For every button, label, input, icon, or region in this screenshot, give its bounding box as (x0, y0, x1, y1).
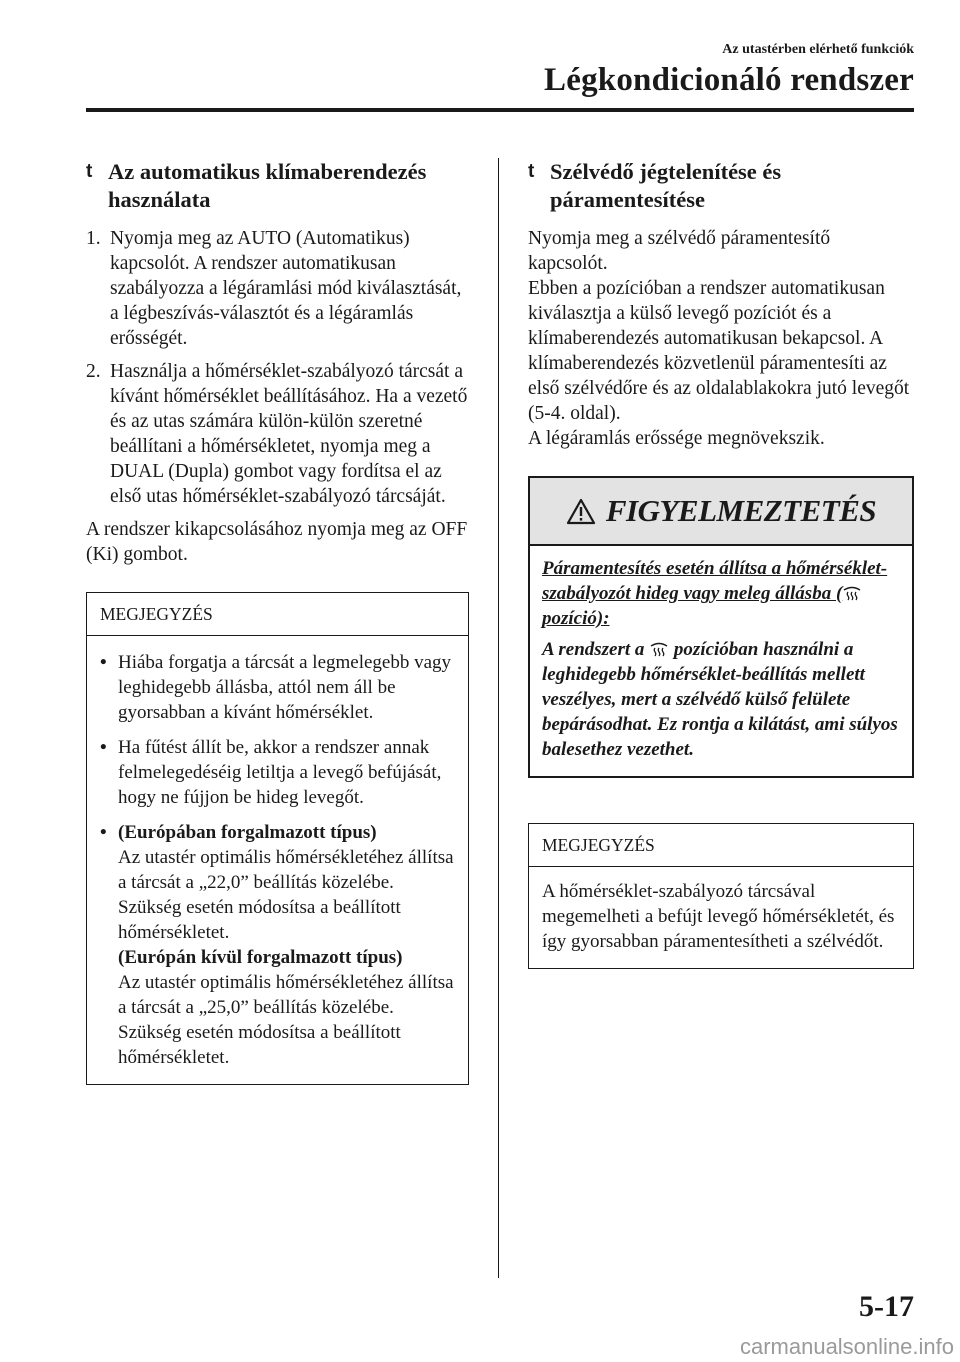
section-heading-text: Az automatikus klímaberendezés használata (108, 159, 427, 212)
bullet-dot: • (100, 652, 107, 673)
step-2 (86, 359, 469, 509)
warning-text (542, 637, 900, 762)
warning-body (530, 546, 912, 776)
section-heading-defrost (528, 158, 914, 214)
defrost-paragraph-1: Nyomja meg a szélvédő páramentesítő kapcsolót. (528, 228, 831, 274)
bullet-market-variants (118, 820, 455, 1070)
section-marker: t (528, 161, 535, 182)
column-divider (498, 158, 499, 1278)
header-rule (86, 108, 914, 112)
off-paragraph: A rendszer kikapcsolásához nyomja meg az OFF (Ki) gombot. (86, 519, 468, 565)
note-box-left (86, 592, 469, 1085)
step-text: Használja a hőmérséklet-szabályozó tárcsát a kívánt hőmérséklet beállításához. Ha a vezető és az utas számára külön-külön szeretné beállítani a hőmérsékletet, nyomja meg a DUAL (Dupla) gombot vagy fordítsa el az első utas hőmérséklet-szabályozó tárcsáját. (110, 361, 468, 507)
bullet-dot: • (100, 737, 107, 758)
warning-header (530, 478, 912, 546)
page-number: 5-17 (859, 1290, 914, 1323)
eu-label: (Európában forgalmazott típus) (118, 822, 377, 843)
note-bullet (100, 650, 455, 725)
bullet-text: Hiába forgatja a tárcsát a legmelegebb vagy leghidegebb állásba, attól nem áll be gyorsabban a kívánt hőmérséklet. (118, 652, 452, 723)
warning-text-pre: A rendszert a (542, 639, 650, 660)
non-eu-label: (Európán kívül forgalmazott típus) (118, 947, 403, 968)
note-bullet (100, 820, 455, 1070)
left-column (86, 158, 469, 1085)
step-text: Nyomja meg az AUTO (Automatikus) kapcsolót. A rendszer automatikusan szabályozza a légáramlási mód kiválasztását, a légbeszívás-választót és a légáramlás erősségét. (110, 228, 462, 349)
step-number: 1. (86, 228, 101, 249)
watermark: carmanualsonline.info (739, 1334, 954, 1359)
note-body: A hőmérséklet-szabályozó tárcsával megemelheti a befújt levegő hőmérsékletét, és így gyorsabban páramentesítheti a szélvédőt. (542, 881, 895, 952)
defrost-paragraph-3: A légáramlás erőssége megnövekszik. (528, 428, 825, 449)
bullet-text: Ha fűtést állít be, akkor a rendszer annak felmelegedéséig letiltja a levegő befújását, hogy ne fújjon be hideg levegőt. (118, 737, 442, 808)
section-marker: t (86, 161, 93, 182)
section-heading-auto (86, 158, 469, 214)
step-1 (86, 226, 469, 351)
warning-subheading (542, 556, 900, 631)
eu-text: Az utastér optimális hőmérsékletéhez állítsa a tárcsát a „22,0” beállítás közelébe. Szükség esetén módosítsa a beállított hőmérsékletet. (118, 847, 454, 943)
bullet-dot: • (100, 822, 107, 843)
header-subtitle: Az utastérben elérhető funkciók (722, 42, 914, 57)
section-heading-text: Szélvédő jégtelenítése és páramentesítése (550, 159, 782, 212)
windshield-defrost-icon (649, 640, 669, 658)
note-title: MEGJEGYZÉS (529, 824, 913, 867)
note-box-right (528, 823, 914, 969)
note-body (87, 636, 468, 1084)
warning-title: FIGYELMEZTETÉS (605, 493, 877, 528)
page-title: Légkondicionáló rendszer (544, 62, 914, 98)
warning-triangle-icon (566, 498, 596, 525)
warning-box (528, 476, 914, 778)
windshield-defrost-icon (842, 584, 862, 602)
non-eu-text: Az utastér optimális hőmérsékletéhez állítsa a tárcsát a „25,0” beállítás közelébe. Szükség esetén módosítsa a beállított hőmérsékletet. (118, 972, 454, 1068)
warning-text-post: pozícióban használni a leghidegebb hőmérséklet-beállítás mellett veszélyes, mert a szélvédő külső felülete bepárásodhat. Ez rontja a kilátást, ami súlyos balesethez vezethet. (542, 639, 898, 760)
step-number: 2. (86, 361, 101, 382)
defrost-paragraph-2: Ebben a pozícióban a rendszer automatikusan kiválasztja a külső levegő pozíciót és a klímaberendezés automatikusan bekapcsol. A klímaberendezés közvetlenül páramentesíti az első szélvédőre és az oldalablakokra jutó levegőt (5-4. oldal). (528, 278, 910, 424)
warning-subheading-post: pozíció): (542, 608, 610, 629)
warning-subheading-pre: Páramentesítés esetén állítsa a hőmérséklet-szabályozót hideg vagy meleg állásba ( (542, 558, 888, 604)
note-bullet (100, 735, 455, 810)
right-column (528, 158, 914, 969)
note-title: MEGJEGYZÉS (87, 593, 468, 636)
